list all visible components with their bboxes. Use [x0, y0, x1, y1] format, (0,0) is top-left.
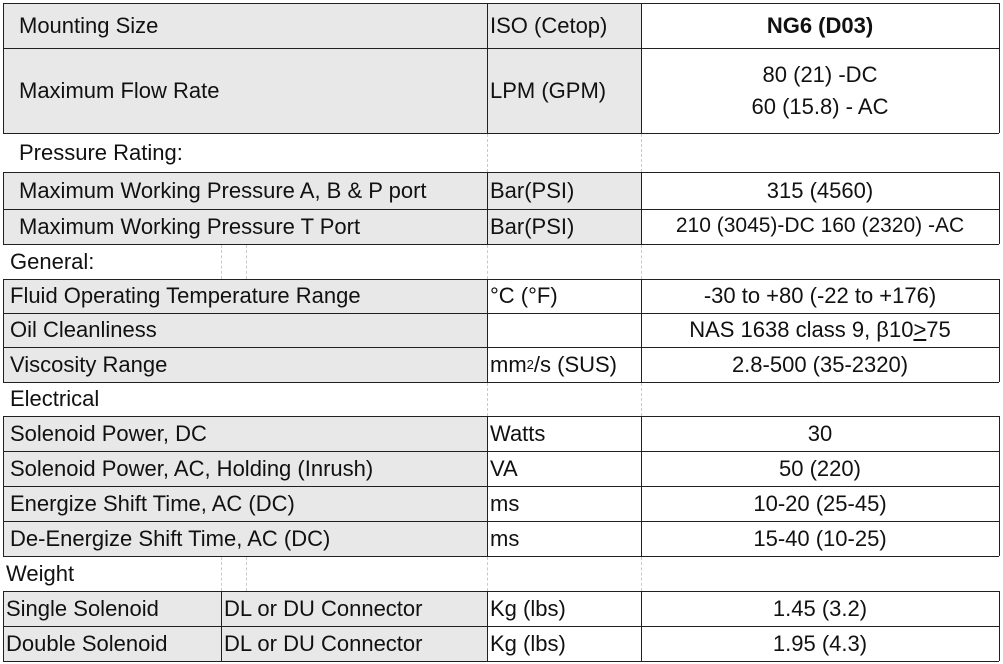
grid-line: [487, 172, 488, 244]
grid-line: [3, 591, 999, 592]
grid-line: [999, 172, 1000, 244]
grid-line: [487, 279, 488, 382]
grid-line: [3, 244, 999, 245]
solenoid-power-ac-label: Solenoid Power, AC, Holding (Inrush): [3, 451, 487, 486]
viscosity-unit-rest: /s (SUS): [533, 351, 618, 377]
fluid-temp-unit: °C (°F): [490, 283, 558, 309]
grid-line: [3, 279, 999, 280]
mounting-size-value: NG6 (D03): [766, 12, 874, 38]
mounting-size-label: Mounting Size: [3, 3, 487, 48]
grid-guide: [641, 245, 642, 279]
grid-guide: [487, 383, 488, 416]
grid-line: [3, 3, 999, 4]
flow-rate-unit: LPM (GPM): [487, 48, 641, 133]
grid-line: [999, 591, 1000, 661]
grid-line: [3, 591, 4, 661]
deenergize-shift-value: 15-40 (10-25): [753, 525, 887, 551]
fluid-temp-label: Fluid Operating Temperature Range: [3, 279, 487, 313]
grid-line: [641, 416, 642, 556]
deenergize-shift-label: De-Energize Shift Time, AC (DC): [3, 521, 487, 556]
grid-line: [999, 416, 1000, 556]
solenoid-power-dc-label: Solenoid Power, DC: [3, 416, 487, 451]
grid-line: [3, 416, 999, 417]
grid-line: [3, 347, 999, 348]
grid-line: [641, 172, 642, 244]
grid-guide: [641, 557, 642, 591]
grid-guide: [221, 245, 222, 279]
grid-guide: [246, 245, 247, 279]
grid-line: [3, 416, 4, 556]
grid-line: [487, 3, 488, 133]
grid-guide: [246, 557, 247, 591]
grid-line: [641, 591, 642, 661]
weight-heading: Weight: [6, 560, 75, 586]
grid-line: [3, 486, 999, 487]
flow-rate-label: Maximum Flow Rate: [3, 48, 487, 133]
grid-guide: [641, 134, 642, 172]
flow-rate-ac: 60 (15.8) - AC: [751, 93, 889, 119]
double-solenoid-connector: DL or DU Connector: [221, 626, 487, 661]
pressure-abp-label: Maximum Working Pressure A, B & P port: [3, 172, 487, 209]
pressure-abp-unit: Bar(PSI): [487, 172, 641, 209]
viscosity-value: 2.8-500 (35-2320): [731, 351, 909, 377]
grid-line: [3, 382, 999, 383]
oil-cleanliness-prefix: NAS 1638 class 9, β10: [689, 317, 914, 343]
pressure-t-label: Maximum Working Pressure T Port: [3, 209, 487, 244]
mounting-size-unit: ISO (Cetop): [487, 3, 641, 48]
electrical-heading: Electrical: [10, 386, 100, 412]
pressure-t-value: 210 (3045)-DC 160 (2320) -AC: [675, 214, 965, 238]
grid-guide: [641, 383, 642, 416]
fluid-temp-value: -30 to +80 (-22 to +176): [703, 283, 937, 309]
grid-guide: [487, 134, 488, 172]
grid-guide: [221, 557, 222, 591]
grid-line: [3, 313, 999, 314]
pressure-abp-value: 315 (4560): [766, 177, 874, 203]
solenoid-power-ac-unit: VA: [490, 455, 518, 481]
single-solenoid-unit: Kg (lbs): [490, 595, 566, 621]
solenoid-power-dc-unit: Watts: [490, 420, 546, 446]
energize-shift-label: Energize Shift Time, AC (DC): [3, 486, 487, 521]
viscosity-label: Viscosity Range: [3, 347, 487, 382]
deenergize-shift-unit: ms: [490, 525, 520, 551]
grid-line: [487, 591, 488, 661]
grid-line: [221, 591, 222, 661]
grid-line: [3, 279, 4, 382]
grid-line: [3, 661, 999, 662]
pressure-rating-heading: Pressure Rating:: [19, 139, 183, 165]
double-solenoid-value: 1.95 (4.3): [772, 630, 868, 656]
viscosity-unit: mm 2 /s (SUS): [490, 351, 618, 377]
pressure-t-unit: Bar(PSI): [487, 209, 641, 244]
single-solenoid-value: 1.45 (3.2): [772, 595, 868, 621]
grid-guide: [487, 557, 488, 591]
oil-cleanliness-value: [641, 313, 999, 347]
double-solenoid-label: Double Solenoid: [3, 626, 221, 661]
grid-line: [3, 133, 999, 134]
grid-line: [3, 209, 999, 210]
grid-line: [3, 3, 4, 133]
oil-cleanliness-suffix: 75: [926, 317, 951, 343]
grid-line: [3, 172, 999, 173]
grid-line: [641, 3, 642, 133]
grid-line: [3, 521, 999, 522]
grid-line: [641, 279, 642, 382]
viscosity-unit-base: mm: [490, 351, 527, 377]
solenoid-power-dc-value: 30: [807, 420, 833, 446]
grid-line: [999, 279, 1000, 382]
oil-cleanliness-label: Oil Cleanliness: [3, 313, 487, 347]
grid-line: [3, 451, 999, 452]
flow-rate-dc: 80 (21) -DC: [762, 62, 878, 88]
grid-line: [3, 556, 999, 557]
energize-shift-unit: ms: [490, 490, 520, 516]
grid-guide: [487, 245, 488, 279]
flow-rate-value: [641, 48, 999, 133]
double-solenoid-unit: Kg (lbs): [490, 630, 566, 656]
single-solenoid-connector: DL or DU Connector: [221, 591, 487, 626]
grid-line: [999, 3, 1000, 133]
grid-line: [3, 48, 999, 49]
grid-line: [487, 416, 488, 556]
general-heading: General:: [10, 248, 95, 274]
grid-line: [3, 172, 4, 244]
energize-shift-value: 10-20 (25-45): [753, 490, 887, 516]
grid-line: [3, 626, 999, 627]
single-solenoid-label: Single Solenoid: [3, 591, 221, 626]
solenoid-power-ac-value: 50 (220): [779, 455, 861, 481]
oil-cleanliness-unit: [487, 313, 641, 347]
oil-cleanliness-ge-symbol: >: [913, 317, 927, 343]
